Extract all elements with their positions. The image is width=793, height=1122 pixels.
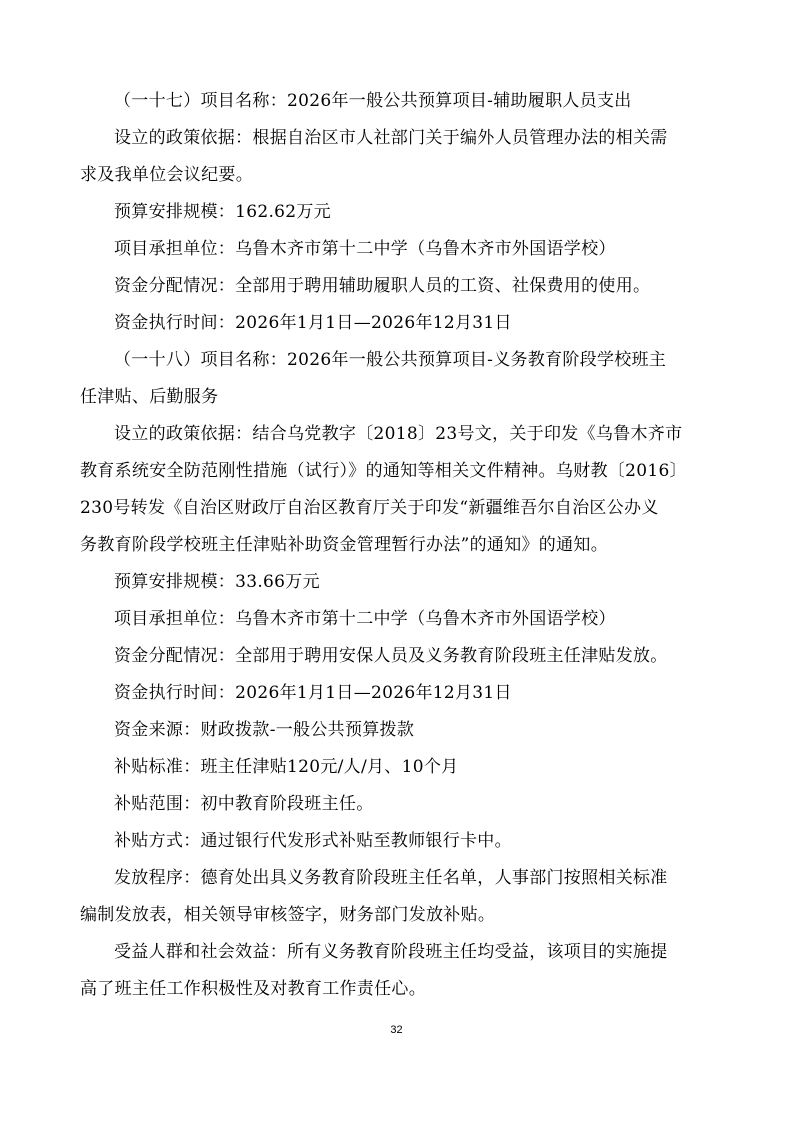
- paragraph-item18-subsidy-scope: [80, 786, 710, 823]
- text-line: 资金分配情况：全部用于聘用辅助履职人员的工资、社保费用的使用。: [114, 276, 651, 296]
- text-line: 发放程序：德育处出具义务教育阶段班主任名单，人事部门按照相关标准: [114, 868, 668, 888]
- text-line: 补贴范围：初中教育阶段班主任。: [114, 794, 374, 814]
- paragraph-item18-execution-time: [80, 675, 710, 712]
- paragraph-item18-subsidy-method: [80, 823, 710, 860]
- paragraph-item18-budget-scale: [80, 564, 710, 601]
- paragraph-item17-policy-basis: [80, 120, 710, 194]
- text-line: （一十七）项目名称：2026年一般公共预算项目-辅助履职人员支出: [114, 91, 632, 111]
- paragraph-item17-undertaking-unit: [80, 231, 710, 268]
- text-line: 项目承担单位：乌鲁木齐市第十二中学（乌鲁木齐市外国语学校）: [114, 609, 616, 629]
- paragraph-item18-beneficiaries-benefits: [80, 934, 710, 1008]
- text-line: 资金执行时间：2026年1月1日—2026年12月31日: [114, 313, 512, 333]
- text-line: 教育系统安全防范刚性措施（试行）》的通知等相关文件精神。乌财教〔2016〕: [80, 461, 687, 481]
- paragraph-item18-subsidy-standard: [80, 749, 710, 786]
- paragraph-item18-distribution-procedure: [80, 860, 710, 934]
- text-line: 任津贴、后勤服务: [80, 387, 219, 407]
- paragraph-item18-policy-basis: [80, 416, 710, 564]
- text-line: 资金来源：财政拨款-一般公共预算拨款: [114, 720, 415, 740]
- text-line: 高了班主任工作积极性及对教育工作责任心。: [80, 979, 426, 999]
- text-line: 资金分配情况：全部用于聘用安保人员及义务教育阶段班主任津贴发放。: [114, 646, 668, 666]
- text-line: （一十八）项目名称：2026年一般公共预算项目-义务教育阶段学校班主: [114, 350, 667, 370]
- text-line: 230号转发《自治区财政厅自治区教育厅关于印发“新疆维吾尔自治区公办义: [80, 498, 659, 518]
- paragraph-item17-budget-scale: [80, 194, 710, 231]
- text-line: 预算安排规模：33.66万元: [114, 572, 320, 592]
- paragraph-item17-fund-allocation: [80, 268, 710, 305]
- paragraph-item18-undertaking-unit: [80, 601, 710, 638]
- text-line: 设立的政策依据：根据自治区市人社部门关于编外人员管理办法的相关需: [114, 128, 668, 148]
- text-line: 设立的政策依据：结合乌党教字〔2018〕23号文，关于印发《乌鲁木齐市: [114, 424, 683, 444]
- paragraph-item18-fund-source: [80, 712, 710, 749]
- text-line: 受益人群和社会效益：所有义务教育阶段班主任均受益，该项目的实施提: [114, 942, 668, 962]
- text-line: 资金执行时间：2026年1月1日—2026年12月31日: [114, 683, 512, 703]
- text-line: 务教育阶段学校班主任津贴补助资金管理暂行办法”的通知》的通知。: [80, 535, 608, 555]
- paragraph-item18-title: [80, 342, 710, 416]
- paragraph-item18-fund-allocation: [80, 638, 710, 675]
- text-line: 补贴标准：班主任津贴120元/人/月、10个月: [114, 757, 459, 777]
- page-number: 32: [390, 1024, 403, 1036]
- text-line: 编制发放表，相关领导审核签字，财务部门发放补贴。: [80, 905, 496, 925]
- paragraph-item17-title: [80, 83, 710, 120]
- text-line: 项目承担单位：乌鲁木齐市第十二中学（乌鲁木齐市外国语学校）: [114, 239, 616, 259]
- paragraph-item17-execution-time: [80, 305, 710, 342]
- text-line: 求及我单位会议纪要。: [80, 165, 253, 185]
- text-line: 预算安排规模：162.62万元: [114, 202, 331, 222]
- text-line: 补贴方式：通过银行代发形式补贴至教师银行卡中。: [114, 831, 512, 851]
